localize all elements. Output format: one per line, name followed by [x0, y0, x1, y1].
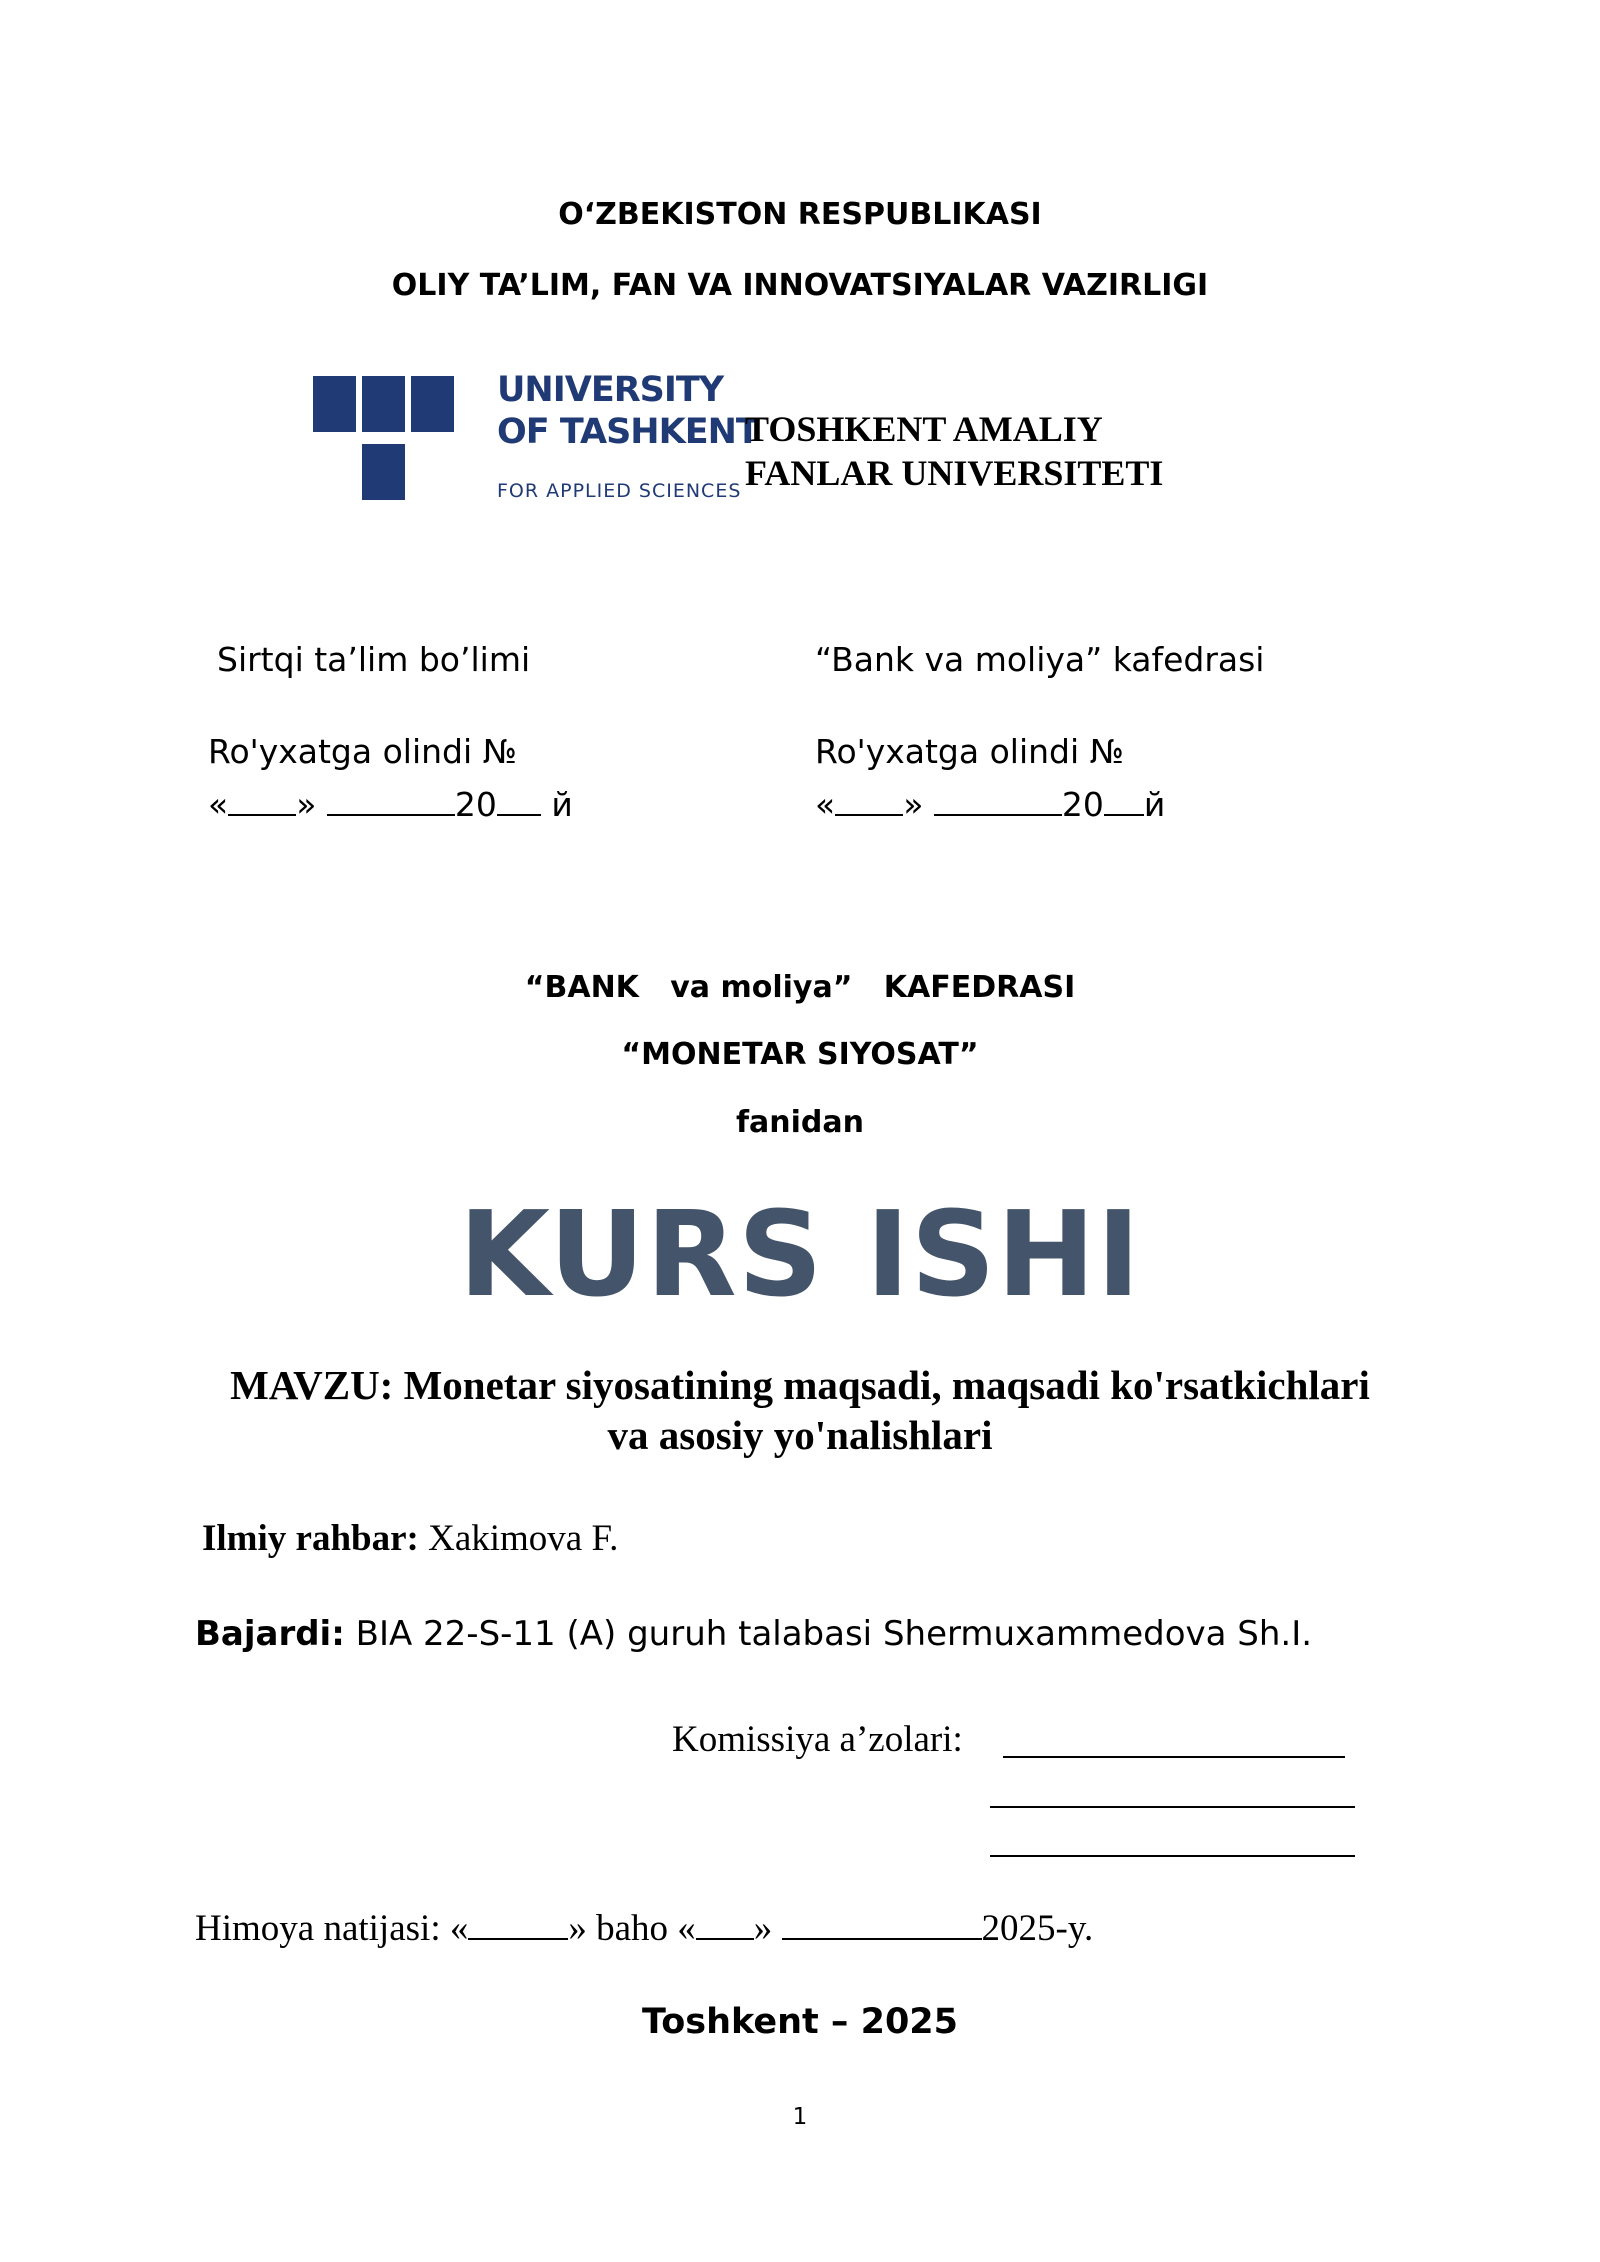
right-department-label: “Bank va moliya” kafedrasi — [815, 640, 1265, 679]
year-suffix: й — [551, 785, 573, 824]
performer-label: Bajardi: — [195, 1614, 345, 1654]
performer-row — [195, 1614, 1312, 1654]
year-suffix: й — [1143, 785, 1166, 824]
left-department-label: Sirtqi ta’lim bo’limi — [217, 640, 531, 679]
commission-label: Komissiya a’zolari: — [672, 1719, 963, 1760]
logo-square — [411, 376, 454, 432]
defense-result-row — [195, 1906, 1093, 1950]
ministry-heading: OLIY TA’LIM, FAN VA INNOVATSIYALAR VAZIRLIGI — [391, 268, 1209, 303]
blank-day — [835, 784, 903, 816]
logo-text-line3: FOR APPLIED SCIENCES — [497, 480, 742, 502]
defense-year: 2025-y. — [981, 1908, 1094, 1949]
quote-close: » — [903, 785, 924, 824]
page-number: 1 — [792, 2104, 808, 2130]
logo-square — [362, 444, 405, 500]
logo-text-line2: OF TASHKENT — [497, 412, 759, 452]
right-registration-date — [815, 784, 1165, 824]
topic-label: MAVZU: — [230, 1362, 394, 1408]
right-registration-label: Ro'yxatga olindi № — [815, 732, 1124, 771]
commission-blank-line — [990, 1855, 1355, 1857]
year-prefix: 20 — [454, 785, 497, 824]
blank-year — [497, 784, 541, 816]
subject-heading: “MONETAR SIYOSAT” — [621, 1037, 979, 1072]
defense-label: Himoya natijasi: « — [195, 1908, 469, 1949]
quote-close: » — [296, 785, 317, 824]
blank-day — [228, 784, 296, 816]
city-year: Toshkent – 2025 — [641, 2002, 959, 2042]
blank-year — [1104, 784, 1144, 816]
university-name-line2: FANLAR UNIVERSITETI — [745, 453, 1164, 493]
logo-text-line1: UNIVERSITY — [497, 370, 724, 410]
blank-month — [327, 784, 455, 816]
defense-grade-label: » baho « — [568, 1908, 696, 1949]
performer-text: BIA 22-S-11 (A) guruh talabasi Shermuxammedova Sh.I. — [355, 1614, 1313, 1654]
commission-blank-line — [1003, 1756, 1345, 1758]
left-registration-label: Ro'yxatga olindi № — [208, 732, 517, 771]
supervisor-label: Ilmiy rahbar: — [202, 1518, 419, 1559]
year-prefix: 20 — [1061, 785, 1104, 824]
supervisor-row — [202, 1517, 618, 1560]
logo-square — [313, 376, 356, 432]
left-registration-date — [208, 784, 573, 824]
quote-close: » — [753, 1908, 773, 1949]
quote-open: « — [208, 785, 229, 824]
supervisor-name: Xakimova F. — [428, 1518, 619, 1559]
university-name-line1: TOSHKENT AMALIY — [745, 409, 1103, 449]
blank-grade — [696, 1906, 754, 1940]
quote-open: « — [815, 785, 836, 824]
republic-heading: O‘ZBEKISTON RESPUBLIKASI — [558, 197, 1042, 232]
topic-text-line1: Monetar siyosatining maqsadi, maqsadi ko'rsatkichlari — [403, 1362, 1370, 1408]
topic-line1 — [0, 1360, 1600, 1410]
subject-from-label: fanidan — [735, 1105, 864, 1140]
logo-square — [362, 376, 405, 432]
document-title: KURS ISHI — [458, 1185, 1142, 1323]
blank-month — [934, 784, 1062, 816]
topic-line2: va asosiy yo'nalishlari — [607, 1412, 993, 1458]
blank-date — [782, 1906, 982, 1940]
department-heading: “BANK va moliya” KAFEDRASI — [524, 970, 1076, 1005]
commission-blank-line — [990, 1806, 1355, 1808]
blank-score — [468, 1906, 568, 1940]
